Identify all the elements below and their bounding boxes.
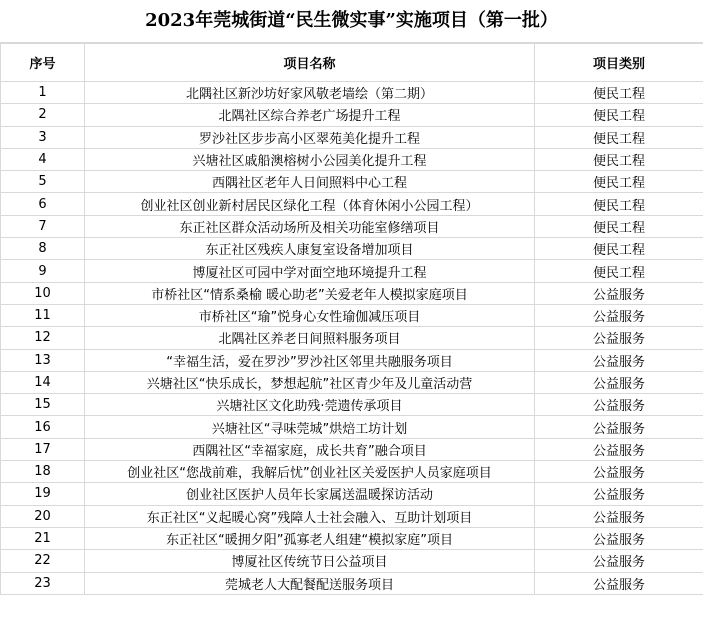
cell-no: 6 [1,193,85,215]
table-row [1,193,703,215]
table-row [1,394,703,416]
cell-name: 创业社区创业新村居民区绿化工程（体育休闲小公园工程） [85,193,535,215]
cell-category: 公益服务 [535,416,703,438]
cell-name: 创业社区“您战前难，我解后忧”创业社区关爱医护人员家庭项目 [85,461,535,483]
cell-name: 兴塘社区“快乐成长，梦想起航”社区青少年及儿童活动营 [85,371,535,393]
cell-name: 东正社区“义起暖心窝”残障人士社会融入、互助计划项目 [85,505,535,527]
table-row [1,327,703,349]
cell-no: 2 [1,104,85,126]
cell-no: 18 [1,461,85,483]
cell-no: 7 [1,215,85,237]
cell-no: 15 [1,394,85,416]
cell-category: 公益服务 [535,461,703,483]
cell-no: 11 [1,304,85,326]
cell-category: 便民工程 [535,260,703,282]
cell-no: 21 [1,527,85,549]
table-row [1,260,703,282]
table-row [1,438,703,460]
cell-name: 罗沙社区步步高小区翠苑美化提升工程 [85,126,535,148]
table-row [1,238,703,260]
table-row [1,104,703,126]
cell-name: 市桥社区“情系桑榆 暖心助老”关爱老年人模拟家庭项目 [85,282,535,304]
cell-no: 14 [1,371,85,393]
cell-category: 便民工程 [535,171,703,193]
header-no: 序号 [1,44,85,82]
cell-name: 北隅社区新沙坊好家风敬老墙绘（第二期） [85,82,535,104]
cell-category: 便民工程 [535,104,703,126]
table-row [1,171,703,193]
cell-name: 北隅社区综合养老广场提升工程 [85,104,535,126]
table-row [1,82,703,104]
cell-no: 23 [1,572,85,594]
table-header-row [1,44,703,82]
cell-category: 公益服务 [535,327,703,349]
table-row [1,282,703,304]
table-row [1,527,703,549]
table-row [1,349,703,371]
cell-category: 便民工程 [535,126,703,148]
cell-category: 公益服务 [535,304,703,326]
cell-no: 22 [1,550,85,572]
table-row [1,416,703,438]
cell-category: 便民工程 [535,148,703,170]
header-category: 项目类别 [535,44,703,82]
cell-category: 公益服务 [535,394,703,416]
table-row [1,550,703,572]
page-title: 2023年莞城街道“民生微实事”实施项目（第一批） [0,0,703,43]
cell-category: 公益服务 [535,550,703,572]
cell-name: 兴塘社区戚船澳榕树小公园美化提升工程 [85,148,535,170]
cell-no: 8 [1,238,85,260]
cell-category: 便民工程 [535,193,703,215]
cell-name: “幸福生活，爱在罗沙”罗沙社区邻里共融服务项目 [85,349,535,371]
cell-no: 17 [1,438,85,460]
cell-name: 博厦社区可园中学对面空地环境提升工程 [85,260,535,282]
cell-category: 公益服务 [535,483,703,505]
cell-category: 公益服务 [535,527,703,549]
cell-name: 西隅社区“幸福家庭，成长共育”融合项目 [85,438,535,460]
cell-no: 16 [1,416,85,438]
table-row [1,215,703,237]
cell-name: 东正社区“暖拥夕阳”孤寡老人组建“模拟家庭”项目 [85,527,535,549]
cell-no: 19 [1,483,85,505]
table-row [1,148,703,170]
table-row [1,126,703,148]
cell-no: 4 [1,148,85,170]
table-row [1,304,703,326]
cell-category: 公益服务 [535,371,703,393]
cell-name: 创业社区医护人员年长家属送温暖探访活动 [85,483,535,505]
header-name: 项目名称 [85,44,535,82]
cell-category: 公益服务 [535,505,703,527]
cell-category: 公益服务 [535,572,703,594]
cell-category: 公益服务 [535,438,703,460]
table-row [1,505,703,527]
table-row [1,371,703,393]
cell-no: 12 [1,327,85,349]
cell-category: 公益服务 [535,282,703,304]
cell-no: 3 [1,126,85,148]
table-row [1,572,703,594]
cell-category: 便民工程 [535,238,703,260]
cell-name: 东正社区残疾人康复室设备增加项目 [85,238,535,260]
cell-no: 1 [1,82,85,104]
table-row [1,461,703,483]
cell-category: 便民工程 [535,215,703,237]
cell-no: 10 [1,282,85,304]
cell-no: 20 [1,505,85,527]
cell-name: 兴塘社区“寻味莞城”烘焙工坊计划 [85,416,535,438]
table-body [1,82,703,595]
cell-no: 9 [1,260,85,282]
cell-name: 北隅社区养老日间照料服务项目 [85,327,535,349]
cell-category: 公益服务 [535,349,703,371]
cell-no: 13 [1,349,85,371]
cell-name: 东正社区群众活动场所及相关功能室修缮项目 [85,215,535,237]
cell-name: 博厦社区传统节日公益项目 [85,550,535,572]
cell-category: 便民工程 [535,82,703,104]
cell-name: 兴塘社区文化助残·莞遗传承项目 [85,394,535,416]
cell-name: 市桥社区“瑜”悦身心女性瑜伽减压项目 [85,304,535,326]
table-row [1,483,703,505]
project-table [0,43,703,595]
cell-no: 5 [1,171,85,193]
cell-name: 莞城老人大配餐配送服务项目 [85,572,535,594]
cell-name: 西隅社区老年人日间照料中心工程 [85,171,535,193]
